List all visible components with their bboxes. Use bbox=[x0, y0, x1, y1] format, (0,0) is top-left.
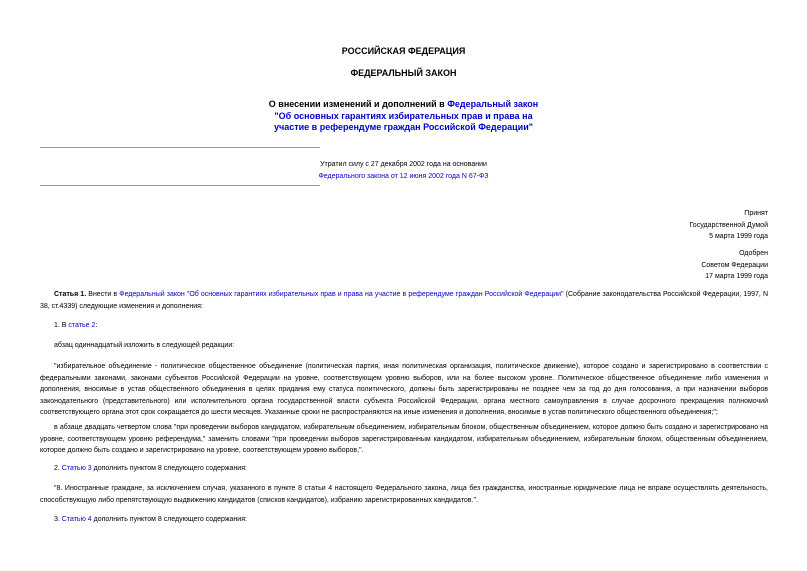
doc-type-heading: ФЕДЕРАЛЬНЫЙ ЗАКОН bbox=[350, 68, 457, 78]
paragraph-8: "8. Иностранные граждане, за исключением случая, указанного в пункте 8 статьи 4 настоящего Федерального закона, лица без гражданства, иностранные юридические лица не вправе осуществлять деятельность, способствующую либо препятствующую выдвижению кандидатов (списков кандидатов), избранию зарегистрированных кандидатов.". bbox=[40, 485, 768, 504]
adopted-date: 5 марта 1999 года bbox=[709, 233, 768, 240]
country-heading: РОССИЙСКАЯ ФЕДЕРАЦИЯ bbox=[341, 46, 466, 56]
adopted-block bbox=[689, 208, 768, 243]
item-3-num: 3. bbox=[54, 516, 62, 523]
title-link-name-1[interactable]: "Об основных гарантиях избирательных прав и права на bbox=[274, 110, 533, 121]
item-3-link[interactable]: Статью 4 bbox=[61, 516, 92, 523]
article-1-text-a: Внести в bbox=[86, 291, 120, 298]
paragraph-24: в абзаце двадцать четвертом слова "при проведении выборов кандидатом, избирательным объединением, избирательным блоком, общественным объединением, которое должно быть создано и зарегистрировано на уровне, соответствующем уровню референдума," заменить словами "при проведении выборов зарегистрированным кандидатом, избирательным объединением, избирательным блоком, общественным объединением, которое должно быть создано и зарегистрировано на уровне, соответствующем уровню выборов,". bbox=[40, 424, 768, 454]
article-1-law-link[interactable]: Федеральный закон "Об основных гарантиях избирательных прав и права на участие в референдуме граждан Российской Федерации" bbox=[119, 291, 564, 298]
adopted-label: Принят bbox=[744, 210, 768, 217]
article-1 bbox=[40, 289, 768, 312]
title-link-law[interactable]: Федеральный закон bbox=[447, 99, 539, 109]
approved-date: 17 марта 1999 года bbox=[705, 273, 768, 280]
paragraph-abzac: абзац одиннадцатый изложить в следующей редакции: bbox=[54, 342, 235, 349]
lost-force-link[interactable]: Федерального закона от 12 июня 2002 года N 67-ФЗ bbox=[318, 172, 489, 180]
item-1-tail: : bbox=[95, 322, 98, 329]
lost-force-text: Утратил силу с 27 декабря 2002 года на основании bbox=[320, 161, 487, 168]
item-2-link[interactable]: Статью 3 bbox=[61, 465, 92, 472]
item-3-tail: дополнить пунктом 8 следующего содержания: bbox=[91, 516, 247, 523]
article-1-text-b: (Собрание законодательства Российской Федерации, 1997, N 38, ст.4339) следующие изменения и дополнения: bbox=[40, 291, 768, 310]
item-1-num: 1. В bbox=[54, 322, 69, 329]
approved-block bbox=[701, 248, 768, 283]
title-link-name-2[interactable]: участие в референдуме граждан Российской Федерации" bbox=[273, 122, 533, 132]
item-1-link[interactable]: статье 2 bbox=[68, 322, 96, 329]
item-2 bbox=[40, 463, 768, 475]
item-1 bbox=[40, 320, 768, 332]
law-title bbox=[0, 99, 807, 134]
item-3 bbox=[40, 514, 768, 526]
divider-bottom bbox=[40, 185, 320, 186]
lost-force-note bbox=[0, 159, 807, 182]
adopted-body: Государственной Думой bbox=[689, 221, 768, 229]
approved-body: Советом Федерации bbox=[701, 261, 768, 269]
title-prefix: О внесении изменений и дополнений в bbox=[268, 99, 448, 109]
paragraph-definition: "избирательное объединение - политическое общественное объединение (политическая партия, иная политическая организация, политическое движение), которое создано и зарегистрировано в соответствии с федеральными законами, законами субъектов Российской Федерации на уровне, соответствующем уровню выборов, или на более высоком уровне. Политическое общественное объединение либо изменения и дополнения, вносимые в устав общественного объединения в целях придания ему статуса политического, должны быть зарегистрированы не позднее чем за год до дня голосования, а при назначении выборов законодательного (представительного) или исполнительного органа государственной власти субъекта Российской Федерации, органа местного самоуправления в случае досрочного прекращения полномочий соответствующего органа этот срок сокращается до шести месяцев. Указанные сроки не распространяются на иные изменения и дополнения, вносимые в устав политического общественного объединения;"; bbox=[40, 363, 768, 416]
article-1-label: Статья 1. bbox=[54, 291, 87, 298]
item-2-num: 2. bbox=[54, 465, 62, 472]
divider-top bbox=[40, 147, 320, 148]
approved-label: Одобрен bbox=[739, 250, 768, 257]
item-2-tail: дополнить пунктом 8 следующего содержания: bbox=[91, 465, 247, 472]
